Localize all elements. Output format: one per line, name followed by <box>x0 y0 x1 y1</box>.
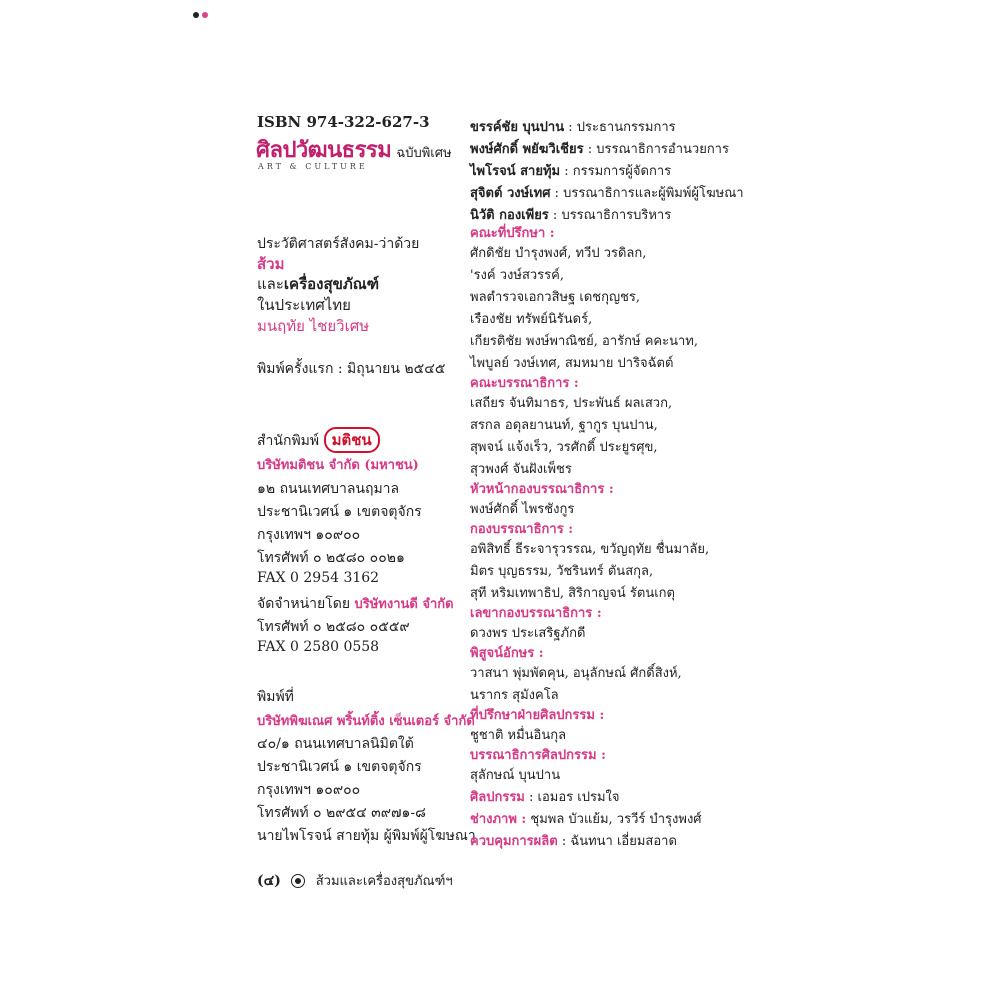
editors-heading: คณะบรรณาธิการ : <box>470 376 579 391</box>
photo-label: ช่างภาพ : <box>470 812 527 827</box>
printer-label: พิมพ์ที่ <box>257 689 294 705</box>
publisher-fax: FAX 0 2954 3162 <box>257 570 380 586</box>
staff-role: : บรรณาธิการอำนวยการ <box>583 142 729 157</box>
secretary-heading: เลขากองบรรณาธิการ : <box>470 606 602 621</box>
page-footer <box>257 870 453 892</box>
staff-line <box>470 138 729 159</box>
staff-heading: กองบรรณาธิการ : <box>470 522 574 537</box>
staff-role: : ประธานกรรมการ <box>564 120 676 135</box>
secretary-line: ดวงพร ประเสริฐภักดี <box>470 626 586 641</box>
publisher-address2: ประชานิเวศน์ ๑ เขตจตุจักร <box>257 504 422 520</box>
printer-name: บริษัทพิฆเณศ พริ้นท์ติ้ง เซ็นเตอร์ จำกัด <box>257 714 475 729</box>
black-dot <box>193 12 199 18</box>
printer-phone: โทรศัพท์ ๐ ๒๙๕๔ ๓๙๗๑-๘ <box>257 805 426 821</box>
staff-members-line: อพิสิทธิ์ ธีระจารุวรรณ, ขวัญฤทัย ชื่นมาลัย, <box>470 542 710 557</box>
proof-line: นรากร สุมังคโล <box>470 688 559 703</box>
staff-name: สุจิตต์ วงษ์เทศ <box>470 186 551 201</box>
publisher-address3: กรุงเทพฯ ๑๐๙๐๐ <box>257 527 361 543</box>
staff-name: ขรรค์ชัย บุนปาน <box>470 120 565 135</box>
advisors-line: ศักดิชัย บำรุงพงศ์, ทวีป วรดิลก, <box>470 246 647 261</box>
advisors-line: พลตำรวจเอกวสิษฐ เดชกุญชร, <box>470 290 641 305</box>
staff-name: พงษ์ศักดิ์ พยัฆวิเชียร <box>470 142 584 157</box>
staff-role: : กรรมการผู้จัดการ <box>560 164 672 179</box>
editors-line: สุพจน์ แจ้งเร็ว, วรศักดิ์ ประยูรศุข, <box>470 440 658 455</box>
staff-line <box>470 116 676 137</box>
staff-members-line: สุที หริมเทพาธิป, สิริกาญจน์ รัตนเกตุ <box>470 586 675 601</box>
distributor-label: จัดจำหน่ายโดย <box>257 596 351 612</box>
printer-address3: กรุงเทพฯ ๑๐๙๐๐ <box>257 782 361 798</box>
staff-name: นิวัติ กองเพียร <box>470 208 549 223</box>
corner-dots <box>193 3 211 22</box>
book-title-part3: ในประเทศไทย <box>257 296 351 314</box>
staff-name: ไพโรจน์ สายทุ้ม <box>470 164 561 179</box>
magazine-logo <box>256 132 452 171</box>
printer-advertiser: นายไพโรจน์ สายทุ้ม ผู้พิมพ์ผู้โฆษณา <box>257 828 476 844</box>
staff-line <box>470 182 744 203</box>
distributor-name: บริษัทงานดี จำกัด <box>354 597 454 612</box>
proof-heading: พิสูจน์อักษร : <box>470 646 544 661</box>
staff-role: : บรรณาธิการบริหาร <box>548 208 672 223</box>
printer-address1: ๔๐/๑ ถนนเทศบาลนิมิตใต้ <box>257 736 414 752</box>
magazine-edition: ฉบับพิเศษ <box>396 146 452 161</box>
editors-line: เสถียร จันทิมาธร, ประพันธ์ ผลเสวก, <box>470 396 673 411</box>
staff-line <box>470 160 671 181</box>
publisher-label: สำนักพิมพ์ <box>257 433 320 449</box>
production-value: : ฉันทนา เอี่ยมสอาด <box>557 834 677 849</box>
art-advisor-line: ชูชาติ หมื่นอินกุล <box>470 728 567 743</box>
art-editor-line: สุลักษณ์ บุนปาน <box>470 768 561 783</box>
chief-line: พงษ์ศักดิ์ ไพรชังกูร <box>470 502 575 517</box>
publisher-line <box>257 427 380 453</box>
first-print: พิมพ์ครั้งแรก : มิถุนายน ๒๕๔๕ <box>257 361 446 377</box>
distributor-phone: โทรศัพท์ ๐ ๒๕๘๐ ๐๕๕๙ <box>257 619 410 635</box>
publisher-company: บริษัทมติชน จำกัด (มหาชน) <box>257 458 419 473</box>
photo-line <box>470 808 702 829</box>
page-number: (๔) <box>257 873 281 889</box>
distributor-line <box>257 593 454 615</box>
magazine-title: ศิลปวัฒนธรรม <box>256 137 392 163</box>
photo-value: ชุมพล บัวแย้ม, วรวีร์ บำรุงพงศ์ <box>526 812 702 827</box>
advisors-heading: คณะที่ปรึกษา : <box>470 226 555 241</box>
proof-line: วาสนา พุ่มพัดคุน, อนุลักษณ์ ศักดิ์สิงห์, <box>470 666 682 681</box>
advisors-line: เกียรติชัย พงษ์พาณิชย์, อารักษ์ คคะนาท, <box>470 334 698 349</box>
book-title-part2: เครื่องสุขภัณฑ์ <box>283 275 380 293</box>
art-editor-heading: บรรณาธิการศิลปกรรม : <box>470 748 606 763</box>
editors-line: สรกล อดุลยานนท์, ฐากูร บุนปาน, <box>470 418 658 433</box>
isbn: ISBN 974-322-627-3 <box>257 113 430 131</box>
staff-members-line: มิตร บุญธรรม, วัชรินทร์ ตันสกุล, <box>470 564 654 579</box>
art-line <box>470 786 620 807</box>
magazine-tagline: ART & CULTURE <box>258 162 368 171</box>
staff-role: : บรรณาธิการและผู้พิมพ์ผู้โฆษณา <box>550 186 744 201</box>
publisher-phone: โทรศัพท์ ๐ ๒๕๘๐ ๐๐๒๑ <box>257 550 405 566</box>
publisher-address1: ๑๒ ถนนเทศบาลนฤมาล <box>257 481 400 497</box>
production-line <box>470 830 677 851</box>
advisors-line: เรืองชัย ทรัพย์นิรันดร์, <box>470 312 593 327</box>
art-advisor-heading: ที่ปรึกษาฝ่ายศิลปกรรม : <box>470 708 605 723</box>
advisors-line: ไพบูลย์ วงษ์เทศ, สมหมาย ปาริจฉัตต์ <box>470 356 674 371</box>
series-title: ประวัติศาสตร์สังคม-ว่าด้วย <box>257 236 420 252</box>
author: มนฤทัย ไชยวิเศษ <box>257 317 370 335</box>
production-label: ควบคุมการผลิต <box>470 834 558 849</box>
distributor-fax: FAX 0 2580 0558 <box>257 639 380 655</box>
title-connector: และ <box>257 275 284 293</box>
bullet-icon <box>291 874 305 888</box>
art-label: ศิลปกรรม <box>470 790 525 805</box>
art-value: : เอมอร เปรมใจ <box>524 790 620 805</box>
advisors-line: 'รงค์ วงษ์สวรรค์, <box>470 268 564 283</box>
printer-address2: ประชานิเวศน์ ๑ เขตจตุจักร <box>257 759 422 775</box>
matichon-logo: มติชน <box>324 427 380 453</box>
book-title-part1: ส้วม <box>257 255 285 273</box>
chief-heading: หัวหน้ากองบรรณาธิการ : <box>470 482 614 497</box>
running-title: ส้วมและเครื่องสุขภัณฑ์ฯ <box>315 874 453 889</box>
editors-line: สุวพงศ์ จันฝังเพ็ชร <box>470 462 572 477</box>
pink-dot <box>202 12 208 18</box>
